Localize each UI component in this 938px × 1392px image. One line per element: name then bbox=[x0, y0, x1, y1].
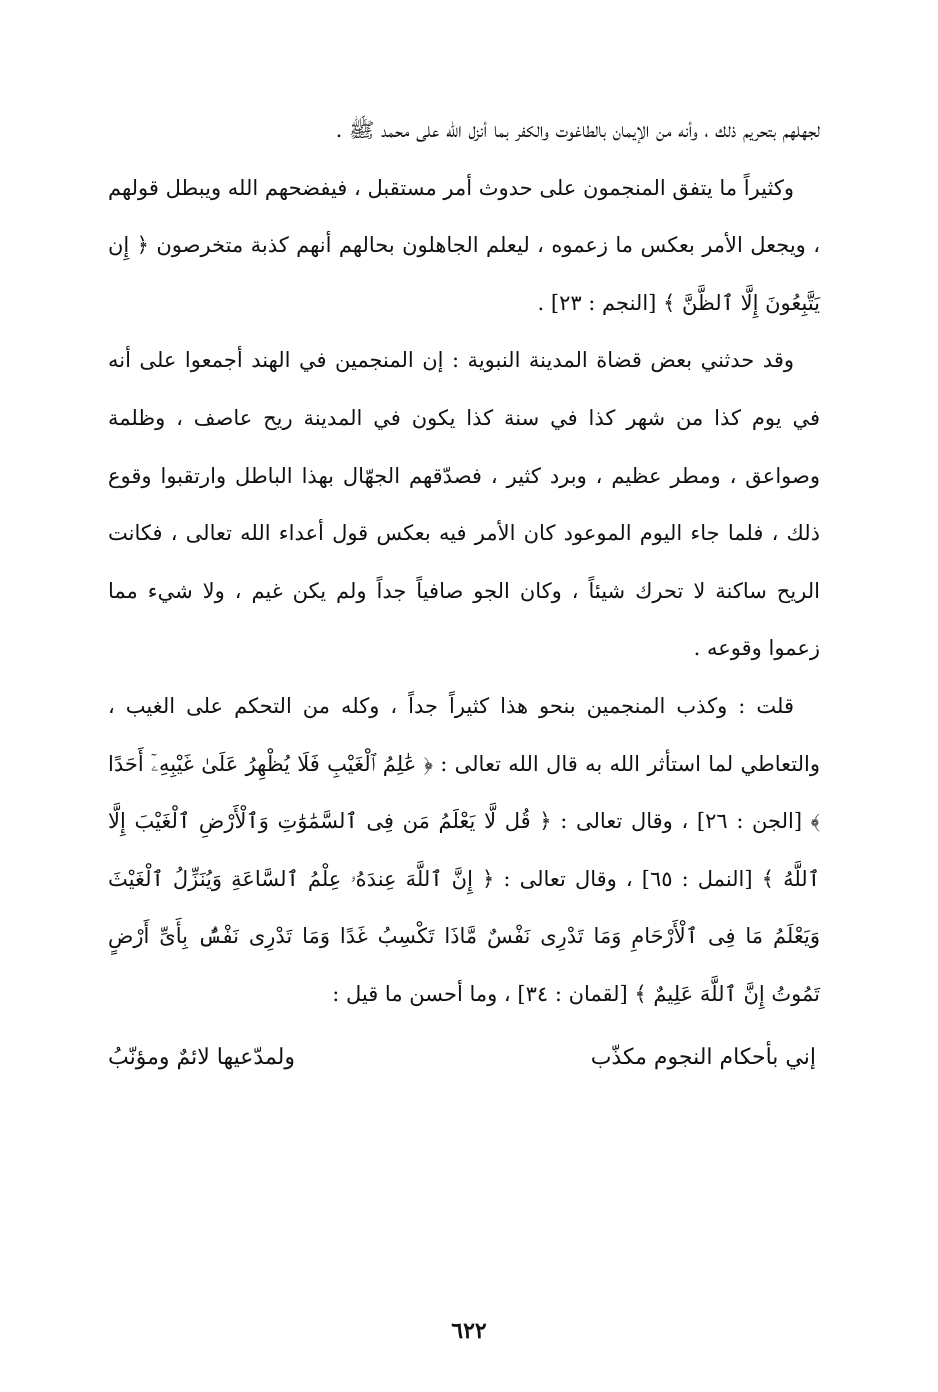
page-body bbox=[108, 102, 820, 1078]
verse-first-hemistich: إني بأحكام النجوم مكذّب bbox=[590, 1044, 816, 1070]
paragraph-1: لجهلهم بتحريم ذلك ، وأنه من الإيمان بالطاغوت والكفر بما أنزل الله على محمد ﷺ . bbox=[335, 118, 820, 142]
paragraph-2: وكثيراً ما يتفق المنجمون على حدوث أمر مستقبل ، فيفضحهم الله ويبطل قولهم ، ويجعل الأمر بعكس ما زعموه ، ليعلم الجاهلون بحالهم أنهم كذبة متخرصون ﴿ إِن يَتَّبِعُونَ إِلَّا ٱلظَّنَّ ﴾ [النجم : ٢٣] . bbox=[108, 175, 820, 315]
verse-second-hemistich: ولمدّعيها لائمٌ ومؤنّبُ bbox=[108, 1044, 295, 1070]
paragraph-4: قلت : وكذب المنجمين بنحو هذا كثيراً جداً ، وكله من التحكم على الغيب ، والتعاطي لما استأثر الله به قال الله تعالى : ﴿ عَٰلِمُ ٱلْغَيْبِ فَلَا يُظْهِرُ عَلَىٰ غَيْبِهِۦٓ أَحَدًا ﴾ [الجن : ٢٦] ، وقال تعالى : ﴿ قُل لَّا يَعْلَمُ مَن فِى ٱلسَّمَٰوَٰتِ وَٱلْأَرْضِ ٱلْغَيْبَ إِلَّا ٱللَّهُ ﴾ [النمل : ٦٥] ، وقال تعالى : ﴿ إِنَّ ٱللَّهَ عِندَهُۥ عِلْمُ ٱلسَّاعَةِ وَيُنَزِّلُ ٱلْغَيْثَ وَيَعْلَمُ مَا فِى ٱلْأَرْحَامِ وَمَا تَدْرِى نَفْسٌ مَّاذَا تَكْسِبُ غَدًا وَمَا تَدْرِى نَفْسٌۢ بِأَىِّ أَرْضٍ تَمُوتُ إِنَّ ٱللَّهَ عَلِيمٌ ﴾ [لقمان : ٣٤] ، وما أحسن ما قيل : bbox=[108, 693, 820, 1006]
paragraph-3: وقد حدثني بعض قضاة المدينة النبوية : إن المنجمين في الهند أجمعوا على أنه في يوم كذا من شهر كذا في سنة كذا يكون في المدينة ريح عاصف ، وظلمة وصواعق ، ومطر عظيم ، وبرد كثير ، فصدّقهم الجهّال بهذا الباطل وارتقبوا وقوع ذلك ، فلما جاء اليوم الموعود كان الأمر فيه بعكس قول أعداء الله تعالى ، فكانت الريح ساكنة لا تحرك شيئاً ، وكان الجو صافياً جداً ولم يكن غيم ، ولا شيء مما زعموا وقوعه . bbox=[108, 348, 820, 661]
poetry-verse bbox=[108, 1038, 820, 1078]
page-number: ٦٢٢ bbox=[451, 1318, 487, 1344]
